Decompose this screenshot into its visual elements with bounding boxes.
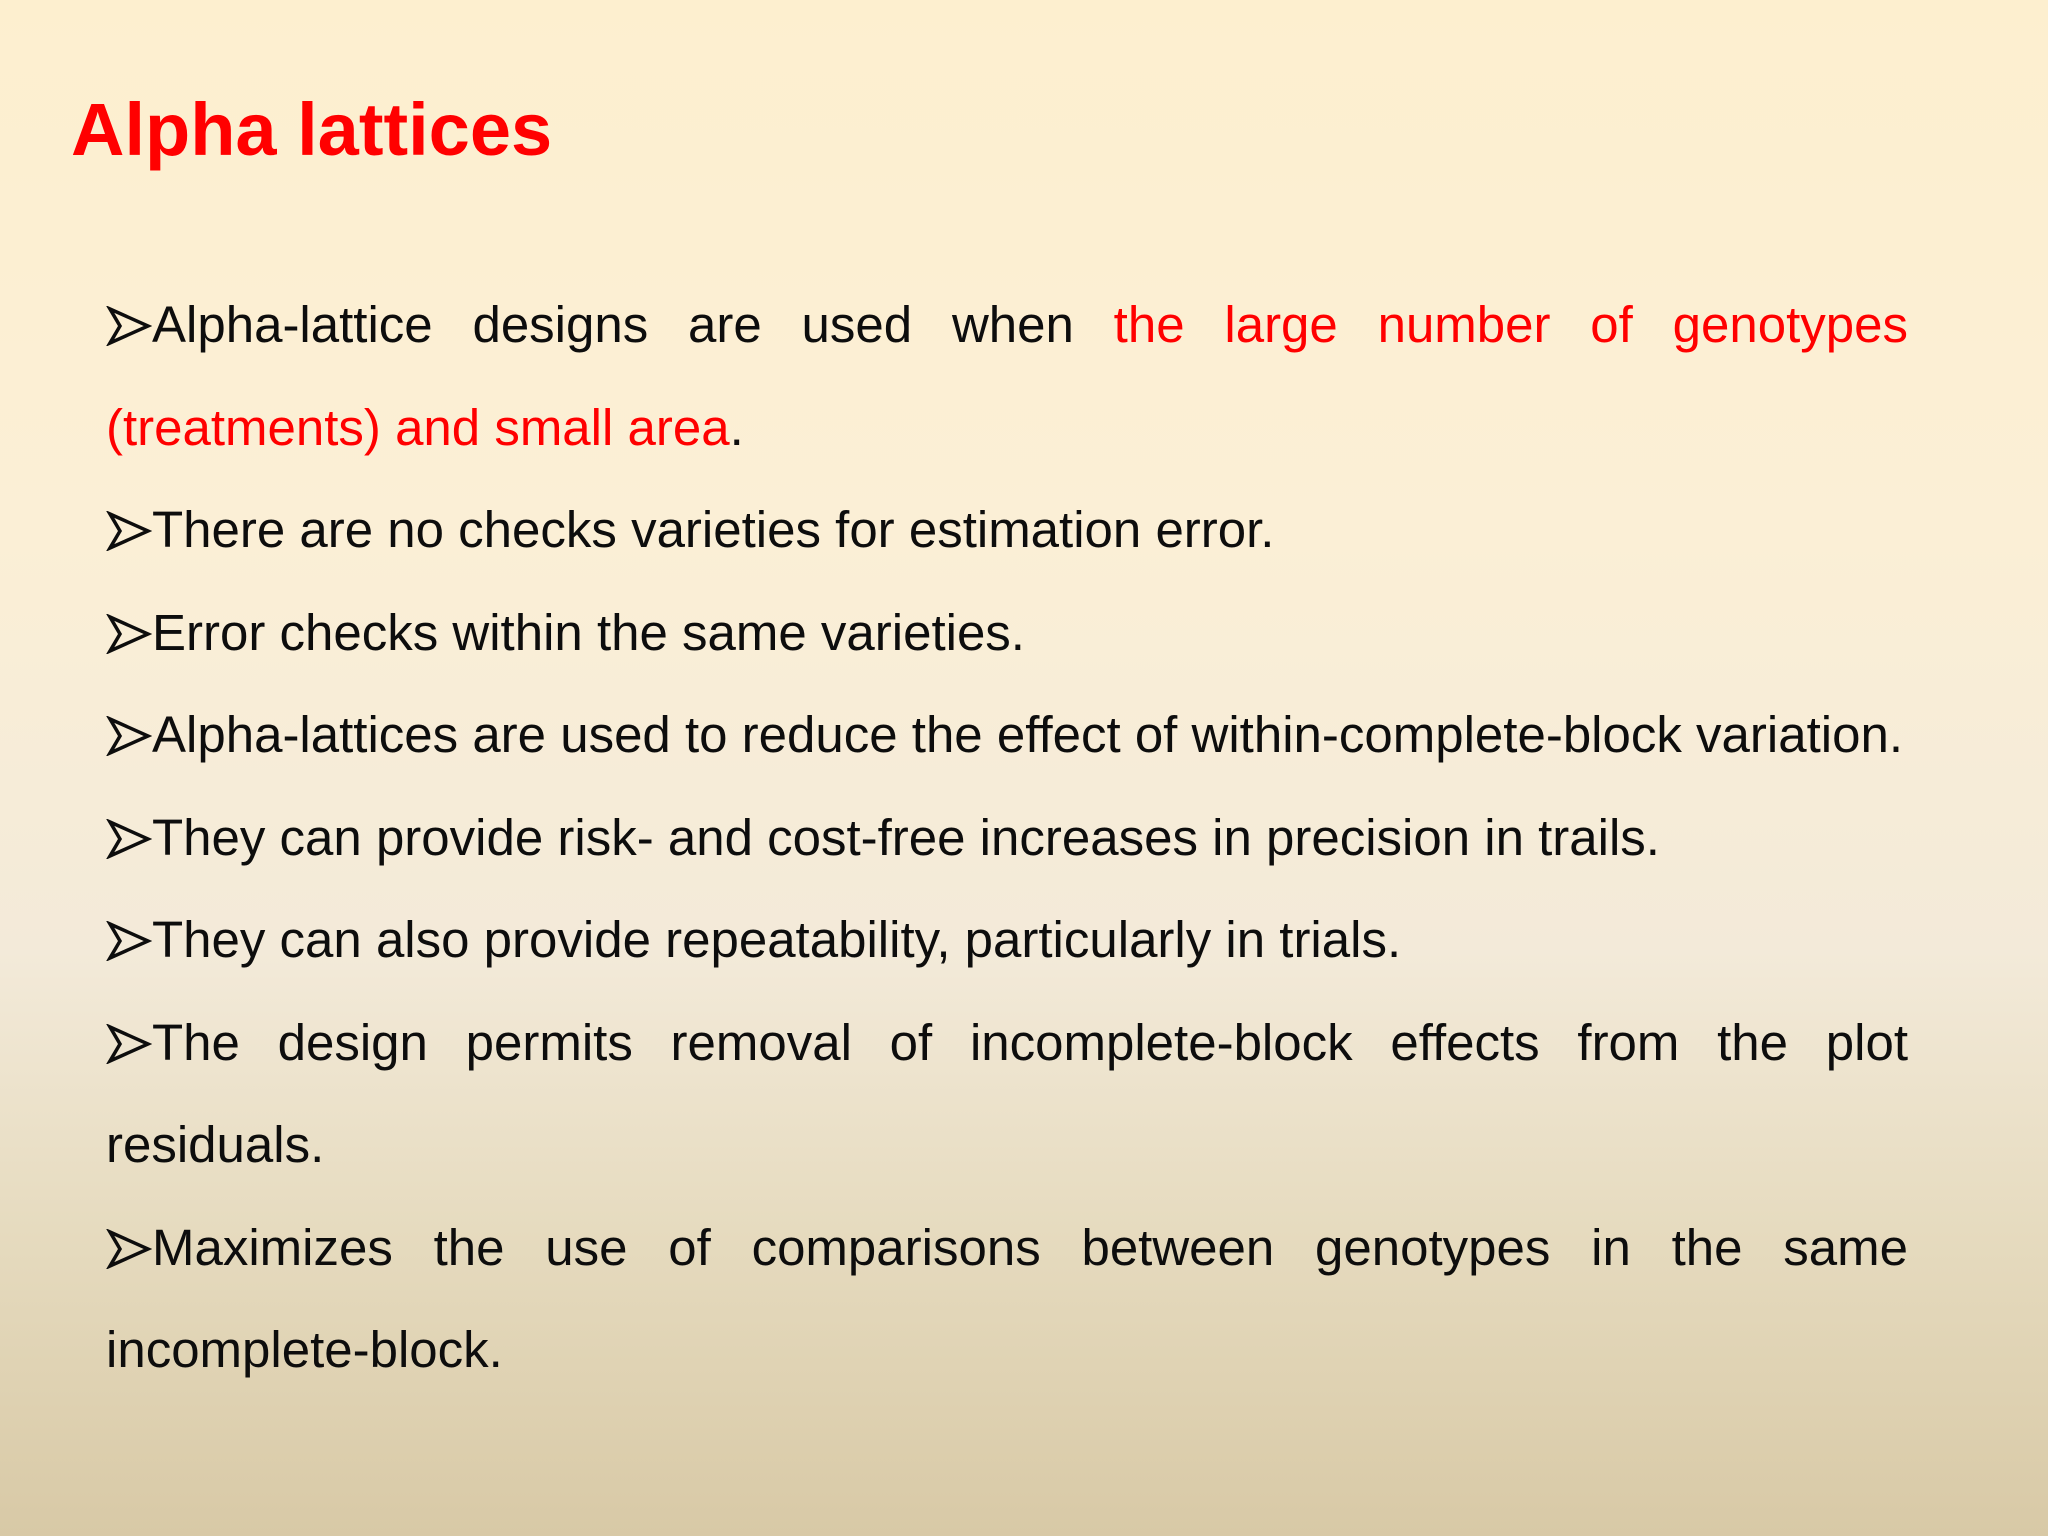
arrow-bullet-icon bbox=[106, 716, 152, 756]
arrow-bullet-icon bbox=[106, 1229, 152, 1269]
slide-title: Alpha lattices bbox=[71, 88, 553, 171]
bullet-text: Alpha-lattices are used to reduce the effect of within-complete-block variation. bbox=[152, 706, 1903, 763]
bullet-highlight-text: the large number of genotypes (treatments) and small area bbox=[106, 296, 1908, 456]
bullet-item bbox=[106, 787, 1908, 890]
arrow-bullet-icon bbox=[106, 921, 152, 961]
bullet-item bbox=[106, 582, 1908, 685]
bullet-text-end: . bbox=[729, 398, 744, 456]
bullet-item bbox=[106, 684, 1908, 787]
bullet-text: They can provide risk- and cost-free increases in precision in trails. bbox=[152, 808, 1660, 866]
bullet-text: They can also provide repeatability, particularly in trials. bbox=[152, 911, 1402, 968]
arrow-bullet-icon bbox=[106, 511, 152, 551]
bullet-item bbox=[106, 274, 1908, 479]
bullet-text: Maximizes the use of comparisons between genotypes in the same incomplete-block. bbox=[106, 1218, 1908, 1378]
arrow-bullet-icon bbox=[106, 819, 152, 859]
bullet-text: There are no checks varieties for estimation error. bbox=[152, 501, 1275, 558]
bullet-text: Alpha-lattice designs are used when bbox=[152, 296, 1114, 353]
bullet-text: The design permits removal of incomplete-block effects from the plot residuals. bbox=[106, 1013, 1908, 1173]
arrow-bullet-icon bbox=[106, 614, 152, 654]
bullet-text: Error checks within the same varieties. bbox=[152, 603, 1025, 661]
bullet-item bbox=[106, 1197, 1908, 1402]
arrow-bullet-icon bbox=[106, 306, 152, 346]
arrow-bullet-icon bbox=[106, 1024, 152, 1064]
bullet-list bbox=[106, 274, 1908, 1402]
bullet-item bbox=[106, 992, 1908, 1197]
bullet-item bbox=[106, 479, 1908, 582]
bullet-item bbox=[106, 889, 1908, 992]
